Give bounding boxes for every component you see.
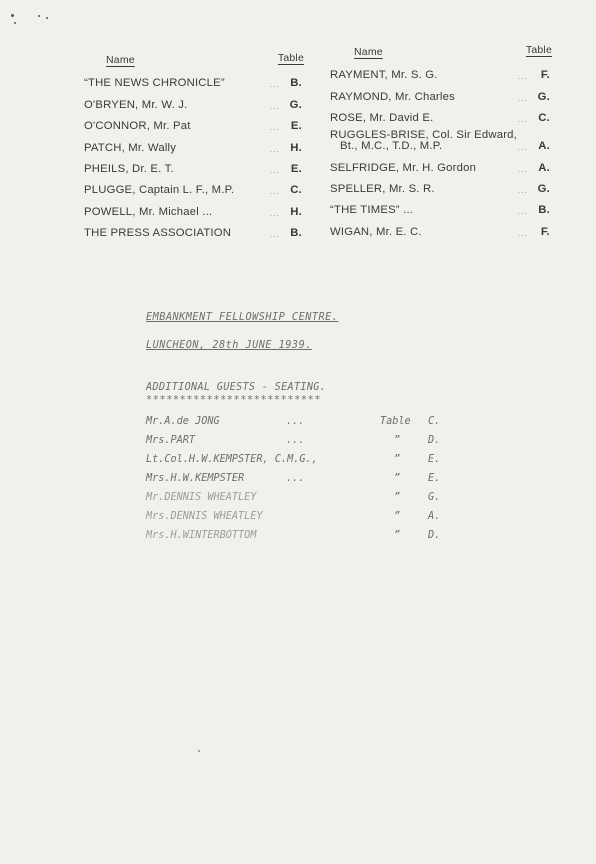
additional-guest-row [146,530,466,549]
leader-dots: ... [269,122,280,133]
guest-name: O'BRYEN, Mr. W. J. [84,98,188,111]
guest-name: PATCH, Mr. Wally [84,141,177,154]
column-header [84,50,304,70]
guest-name: O'CONNOR, Mr. Pat [84,120,191,133]
leader-dots: ... [286,473,305,484]
guest-row [84,177,304,198]
table-header: Table [277,52,304,64]
guest-name-continued: Bt., M.C., T.D., M.P. [340,140,443,153]
guest-row [84,198,304,219]
leader-dots: ... [269,207,280,218]
leader-dots: ... [517,227,528,238]
guest-table: A. [538,140,550,153]
ink-speck [38,15,40,17]
leader-dots: ... [269,143,280,154]
guest-table: E. [428,454,441,465]
guest-table: H. [290,141,302,154]
guest-table: A. [428,511,441,522]
guest-table: D. [428,530,441,541]
guest-table: F. [540,225,550,238]
ink-speck [11,14,14,17]
additional-guest-row [146,511,466,530]
guest-name: Mrs.DENNIS WHEATLEY [146,511,263,522]
leader-dots: ... [269,229,280,240]
leader-dots: ... [269,186,280,197]
guest-table: C. [290,184,302,197]
leader-dots: ... [517,206,528,217]
ink-speck [14,22,16,24]
leader-dots: ... [269,164,280,175]
guest-table: E. [290,162,302,175]
additional-guest-row [146,435,466,454]
guest-name: “THE NEWS CHRONICLE” [84,77,225,90]
ditto-mark: ” [394,530,401,541]
leader-dots: ... [286,416,305,427]
leader-dots: ... [517,114,528,125]
guest-table: G. [537,182,550,195]
additional-guest-row [146,473,466,492]
seating-heading: ADDITIONAL GUESTS - SEATING. [146,382,327,393]
ink-speck [46,17,48,19]
ditto-mark: ” [394,454,401,465]
guest-name: PHEILS, Dr. E. T. [84,162,174,175]
leader-dots: ... [517,184,528,195]
guest-table: B. [290,227,302,240]
guest-name: Mr.DENNIS WHEATLEY [146,492,257,503]
guest-name: RAYMENT, Mr. S. G. [330,69,438,82]
leader-dots: ... [517,92,528,103]
guest-table: C. [538,112,550,125]
ink-speck [198,750,200,752]
guest-table: E. [290,120,302,133]
guest-name: SELFRIDGE, Mr. H. Gordon [330,161,477,174]
guest-row [84,70,304,91]
guest-table: G. [537,90,550,103]
ditto-mark: ” [394,473,401,484]
guest-name-block [330,130,517,152]
typed-seating-sheet [146,312,466,549]
guest-name: Lt.Col.H.W.KEMPSTER, C.M.G., [146,454,318,465]
leader-dots: ... [269,79,280,90]
ditto-mark: ” [394,492,401,503]
asterisk-rule: ************************** [146,395,322,406]
guest-name: Mr.A.de JONG [146,416,220,427]
guest-row [84,220,304,241]
leader-dots: ... [517,142,528,153]
guest-name: RUGGLES-BRISE, Col. Sir Edward, [330,129,517,142]
guest-row [84,91,304,112]
column-header [330,42,552,62]
name-header: Name [354,46,383,58]
guest-row [84,156,304,177]
guest-name: PLUGGE, Captain L. F., M.P. [84,184,235,197]
ditto-mark: ” [394,435,401,446]
guest-table: B. [290,77,302,90]
guest-table: H. [290,205,302,218]
additional-guest-row [146,416,466,435]
guest-name: ROSE, Mr. David E. [330,112,434,125]
guest-table: E. [428,473,441,484]
guest-row [330,218,552,239]
guest-name: THE PRESS ASSOCIATION [84,227,232,240]
guest-name: “THE TIMES” ... [330,204,414,217]
guest-list-right-column [330,42,552,240]
table-header: Table [525,44,552,56]
guest-row [84,113,304,134]
guest-table: A. [538,161,550,174]
guest-row [330,154,552,175]
guest-row [330,105,552,126]
guest-table: G. [428,492,441,503]
guest-table: B. [538,204,550,217]
guest-row [84,134,304,155]
guest-table: C. [428,416,441,427]
additional-guest-row [146,454,466,473]
guest-name: Mrs.H.W.KEMPSTER [146,473,245,484]
leader-dots: ... [517,71,528,82]
sheet-title: EMBANKMENT FELLOWSHIP CENTRE. [146,312,339,323]
guest-name: RAYMOND, Mr. Charles [330,90,455,103]
ditto-mark: ” [394,511,401,522]
guest-table: F. [540,69,550,82]
guest-table: D. [428,435,441,446]
guest-name: WIGAN, Mr. E. C. [330,225,422,238]
guest-list-left-column [84,50,304,241]
sheet-subtitle: LUNCHEON, 28th JUNE 1939. [146,340,312,351]
guest-row [330,126,552,154]
leader-dots: ... [286,435,305,446]
leader-dots: ... [269,100,280,111]
table-mark: Table [380,416,411,427]
guest-row [330,176,552,197]
guest-name: POWELL, Mr. Michael ... [84,205,213,218]
guest-name: Mrs.PART [146,435,196,446]
guest-name: Mrs.H.WINTERBOTTOM [146,530,257,541]
guest-row [330,83,552,104]
guest-row [330,62,552,83]
guest-name: SPELLER, Mr. S. R. [330,182,435,195]
guest-row [330,197,552,218]
name-header: Name [106,54,135,66]
leader-dots: ... [517,163,528,174]
guest-table: G. [289,98,302,111]
additional-guest-row [146,492,466,511]
